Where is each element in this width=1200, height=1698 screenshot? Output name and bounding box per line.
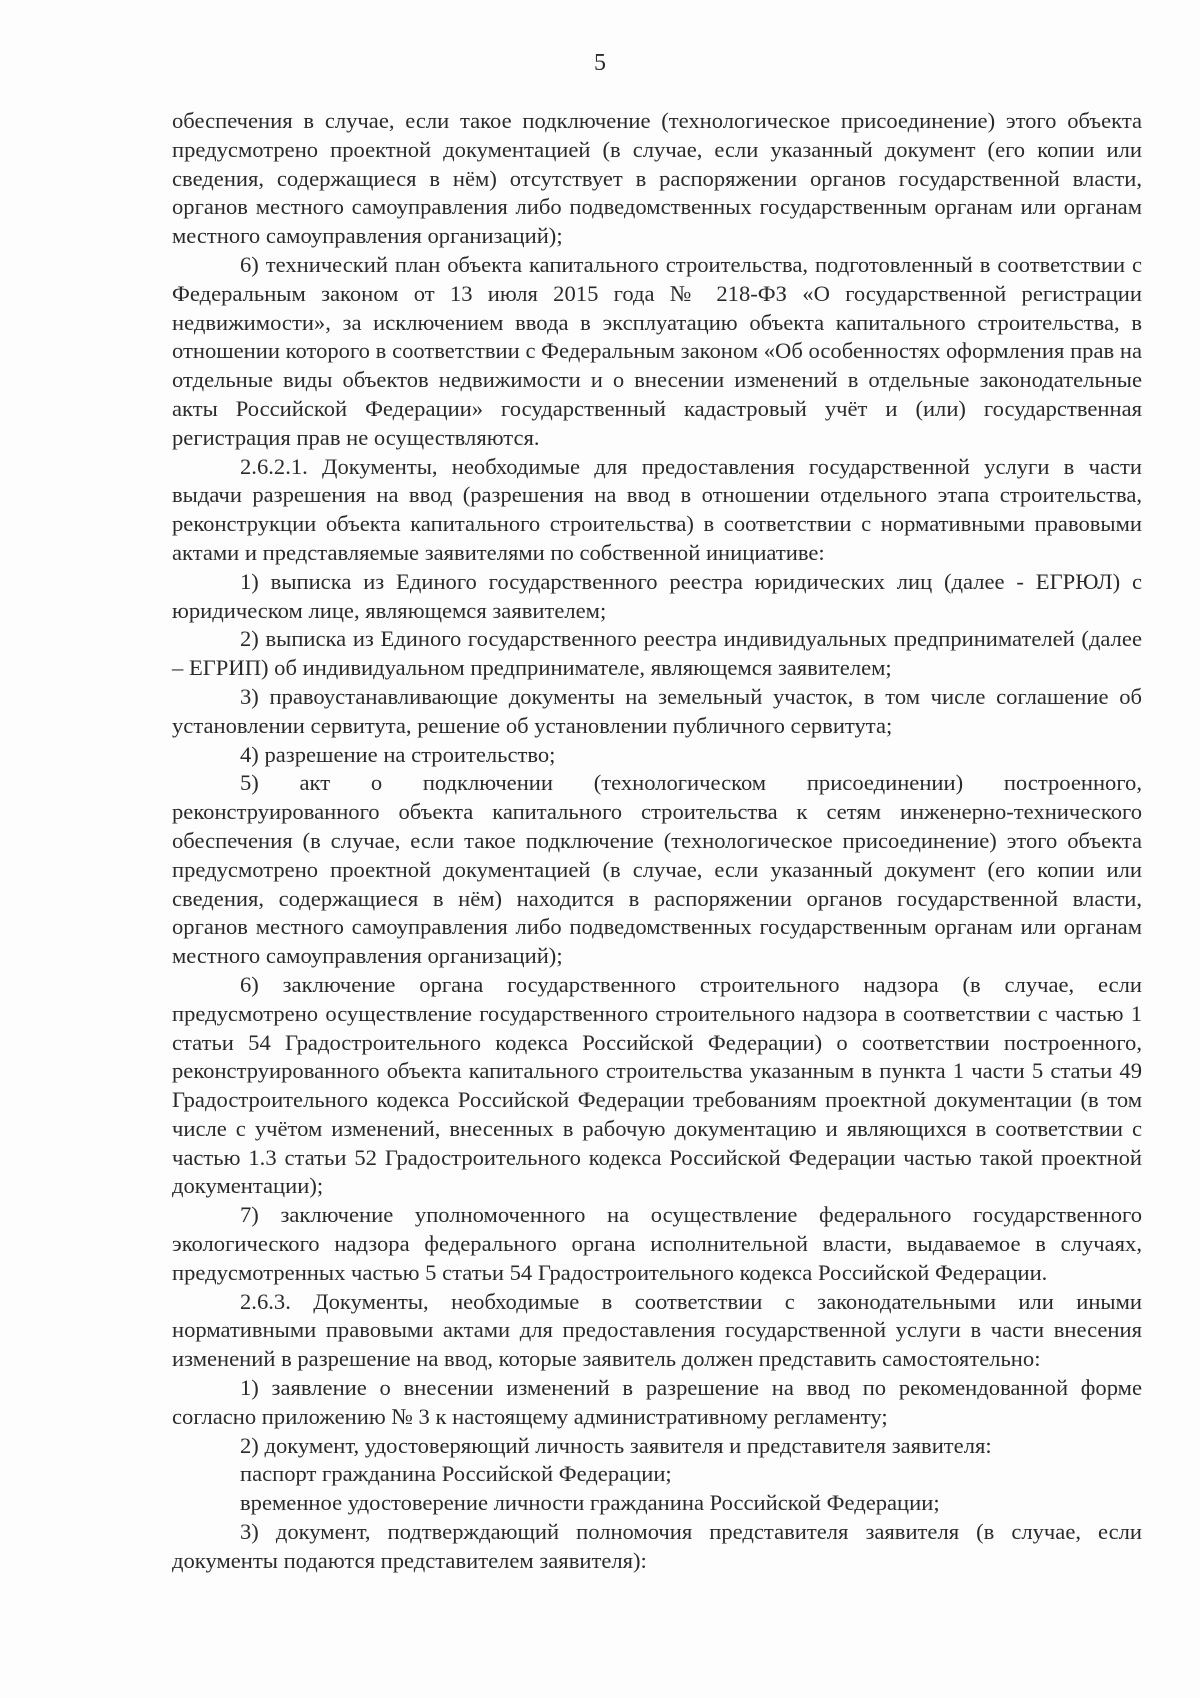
page-number: 5 [594,50,606,76]
paragraph-2-6-2-1: 2.6.2.1. Документы, необходимые для предоставления государственной услуги в части выдачи разрешения на ввод (разрешения на ввод в отношении отдельного этапа строительства, реконструкции объекта капитального строительства) в соответствии с нормативными правовыми актами и представляемые заявителями по собственной инициативе: [172,453,1142,565]
paragraph-2-6-3: 2.6.3. Документы, необходимые в соответствии с законодательными или иными нормативными правовыми актами для предоставления государственной услуги в части внесения изменений в разрешение на ввод, которые заявитель должен представить самостоятельно: [172,1288,1142,1372]
paragraph-item-4-permit: 4) разрешение на строительство; [240,741,556,767]
document-body [172,107,1142,1576]
paragraph-item-3-authority-document: 3) документ, подтверждающий полномочия представителя заявителя (в случае, если документы подаются представителем заявителя): [172,1519,1142,1573]
paragraph-item-5-connection-act: 5) акт о подключении (технологическом присоединении) построенного, реконструированного объекта капитального строительства к сетям инженерно-технического обеспечения (в случае, если такое подключение (технологическое присоединение) этого объекта предусмотрено проектной документацией (в случае, если указанный документ (его копии или сведения, содержащиеся в нём) находится в распоряжении органов государственной власти, органов местного самоуправления либо подведомственных государственным органам или органам местного самоуправления организаций); [172,770,1142,969]
paragraph-item-6-supervision-conclusion: 6) заключение органа государственного строительного надзора (в случае, если предусмотрено осуществление государственного строительного надзора в соответствии с частью 1 статьи 54 Градостроительного кодекса Российской Федерации) о соответствии построенного, реконструированного объекта капитального строительства указанным в пункта 1 части 5 статьи 49 Градостроительного кодекса Российской Федерации требованиям проектной документации (в том числе с учётом изменений, внесенных в рабочую документацию и являющихся в соответствии с частью 1.3 статьи 52 Градостроительного кодекса Российской Федерации частью такой проектной документации); [172,971,1142,1199]
paragraph-passport: паспорт гражданина Российской Федерации; [240,1461,672,1487]
paragraph-item-7-ecological-conclusion: 7) заключение уполномоченного на осуществление федерального государственного экологического надзора федерального органа исполнительной власти, выдаваемое в случаях, предусмотренных частью 5 статьи 54 Градостроительного кодекса Российской Федерации. [172,1202,1142,1285]
paragraph-item-2-egrip: 2) выписка из Единого государственного реестра индивидуальных предпринимателей (далее – ЕГРИП) об индивидуальном предпринимателе, являющемся заявителем; [172,626,1142,681]
paragraph-item-2-identity-document: 2) документ, удостоверяющий личность заявителя и представителя заявителя: [240,1432,992,1458]
paragraph-item-1-application: 1) заявление о внесении изменений в разрешение на ввод по рекомендованной форме согласно приложению № 3 к настоящему административному регламенту; [172,1375,1142,1429]
paragraph-item-1-egrul: 1) выписка из Единого государственного реестра юридических лиц (далее - ЕГРЮЛ) с юридическом лице, являющемся заявителем; [172,568,1142,623]
paragraph-temporary-id: временное удостоверение личности гражданина Российской Федерации; [240,1490,940,1516]
paragraph-continuation: обеспечения в случае, если такое подключение (технологическое присоединение) этого объекта предусмотрено проектной документацией (в случае, если указанный документ (его копии или сведения, содержащиеся в нём) отсутствует в распоряжении органов государственной власти, органов местного самоуправления либо подведомственных государственным органам или органам местного самоуправления организаций); [172,108,1142,249]
paragraph-item-3-land-documents: 3) правоустанавливающие документы на земельный участок, в том числе соглашение об установлении сервитута, решение об установлении публичного сервитута; [172,683,1142,738]
paragraph-item-6-technical-plan: 6) технический план объекта капитального строительства, подготовленный в соответствии с Федеральным законом от 13 июля 2015 года № 218-ФЗ «О государственной регистрации недвижимости», за исключением ввода в эксплуатацию объекта капитального строительства, в отношении которого в соответствии с Федеральным законом «Об особенностях оформления прав на отдельные виды объектов недвижимости и о внесении изменений в отдельные законодательные акты Российской Федерации» государственный кадастровый учёт и (или) государственная регистрация прав не осуществляются. [172,251,1142,450]
